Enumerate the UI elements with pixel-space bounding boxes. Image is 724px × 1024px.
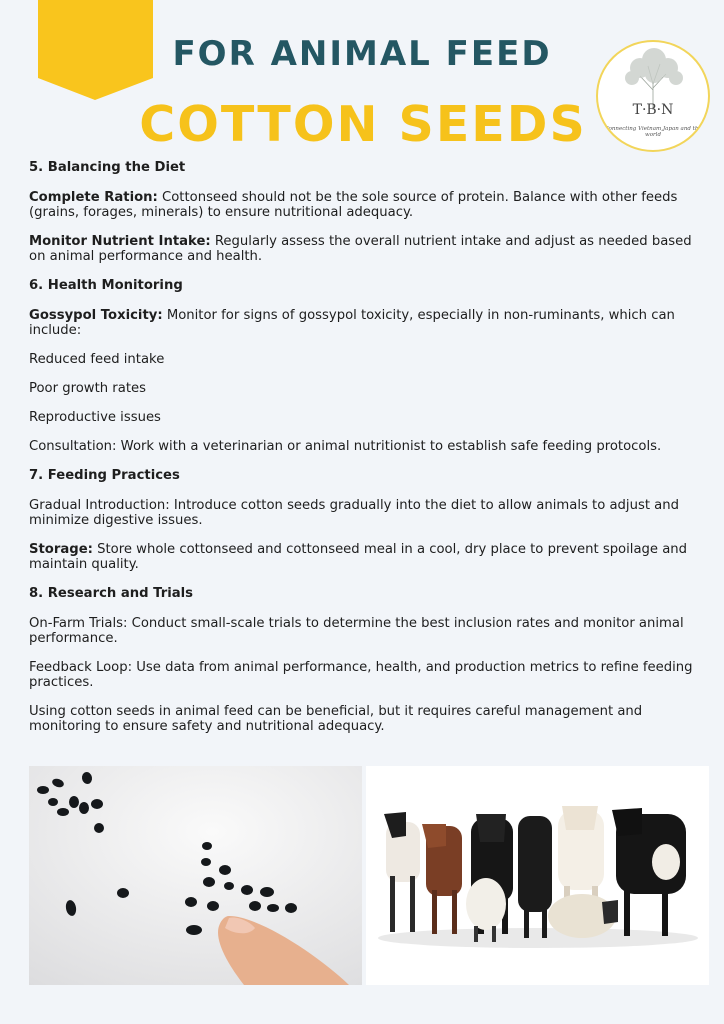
paragraph: Gradual Introduction: Introduce cotton seeds gradually into the diet to allow animals to adjust and minimize digestive issues.: [29, 498, 679, 528]
paragraph: Consultation: Work with a veterinarian or animal nutritionist to establish safe feeding protocols.: [29, 439, 662, 454]
logo-initials: T·B·N: [632, 102, 674, 118]
paragraph-text: Store whole cottonseed and cottonseed meal in a cool, dry place to prevent spoilage and maintain quality.: [29, 542, 688, 572]
paragraph: [29, 190, 699, 220]
paragraph-label: Gossypol Toxicity:: [29, 308, 163, 323]
paragraph: Using cotton seeds in animal feed can be beneficial, but it requires careful management and monitoring to ensure safety and nutritional adequacy.: [29, 704, 643, 734]
paragraph-label: Monitor Nutrient Intake:: [29, 234, 211, 249]
paragraph: On-Farm Trials: Conduct small-scale trials to determine the best inclusion rates and monitor animal performance.: [29, 616, 684, 646]
list-item: Reduced feed intake: [29, 352, 165, 367]
section-balancing: [29, 160, 699, 264]
paragraph: [29, 234, 699, 264]
section-feeding: [29, 468, 699, 572]
section-heading: 7. Feeding Practices: [29, 468, 180, 483]
section-health: [29, 278, 699, 454]
paragraph-text: Monitor for signs of gossypol toxicity, especially in non-ruminants, which can include:: [29, 308, 675, 338]
list-item: Poor growth rates: [29, 381, 146, 396]
page-title: COTTON SEEDS: [139, 96, 587, 153]
company-logo: [596, 40, 710, 152]
paragraph-text: Regularly assess the overall nutrient intake and adjust as needed based on animal performance and health.: [29, 234, 692, 264]
photo-strip: [29, 766, 709, 985]
paragraph-text: Cottonseed should not be the sole source of protein. Balance with other feeds (grains, forages, minerals) to ensure nutritional adequacy.: [29, 190, 678, 220]
paragraph-label: Storage:: [29, 542, 93, 557]
cotton-seeds-photo: [29, 766, 362, 985]
article-body: [29, 160, 699, 748]
section-heading: 8. Research and Trials: [29, 586, 194, 601]
paragraph: [29, 308, 699, 338]
paragraph: Feedback Loop: Use data from animal performance, health, and production metrics to refine feeding practices.: [29, 660, 693, 690]
section-research: [29, 586, 699, 734]
livestock-photo: [366, 766, 709, 985]
page-subtitle: FOR ANIMAL FEED: [172, 34, 552, 74]
paragraph-label: Complete Ration:: [29, 190, 158, 205]
list-item: Reproductive issues: [29, 410, 161, 425]
section-heading: 6. Health Monitoring: [29, 278, 183, 293]
logo-slogan: Connecting Vietnam,Japan and the world: [604, 126, 702, 138]
paragraph: [29, 542, 699, 572]
section-heading: 5. Balancing the Diet: [29, 160, 186, 175]
